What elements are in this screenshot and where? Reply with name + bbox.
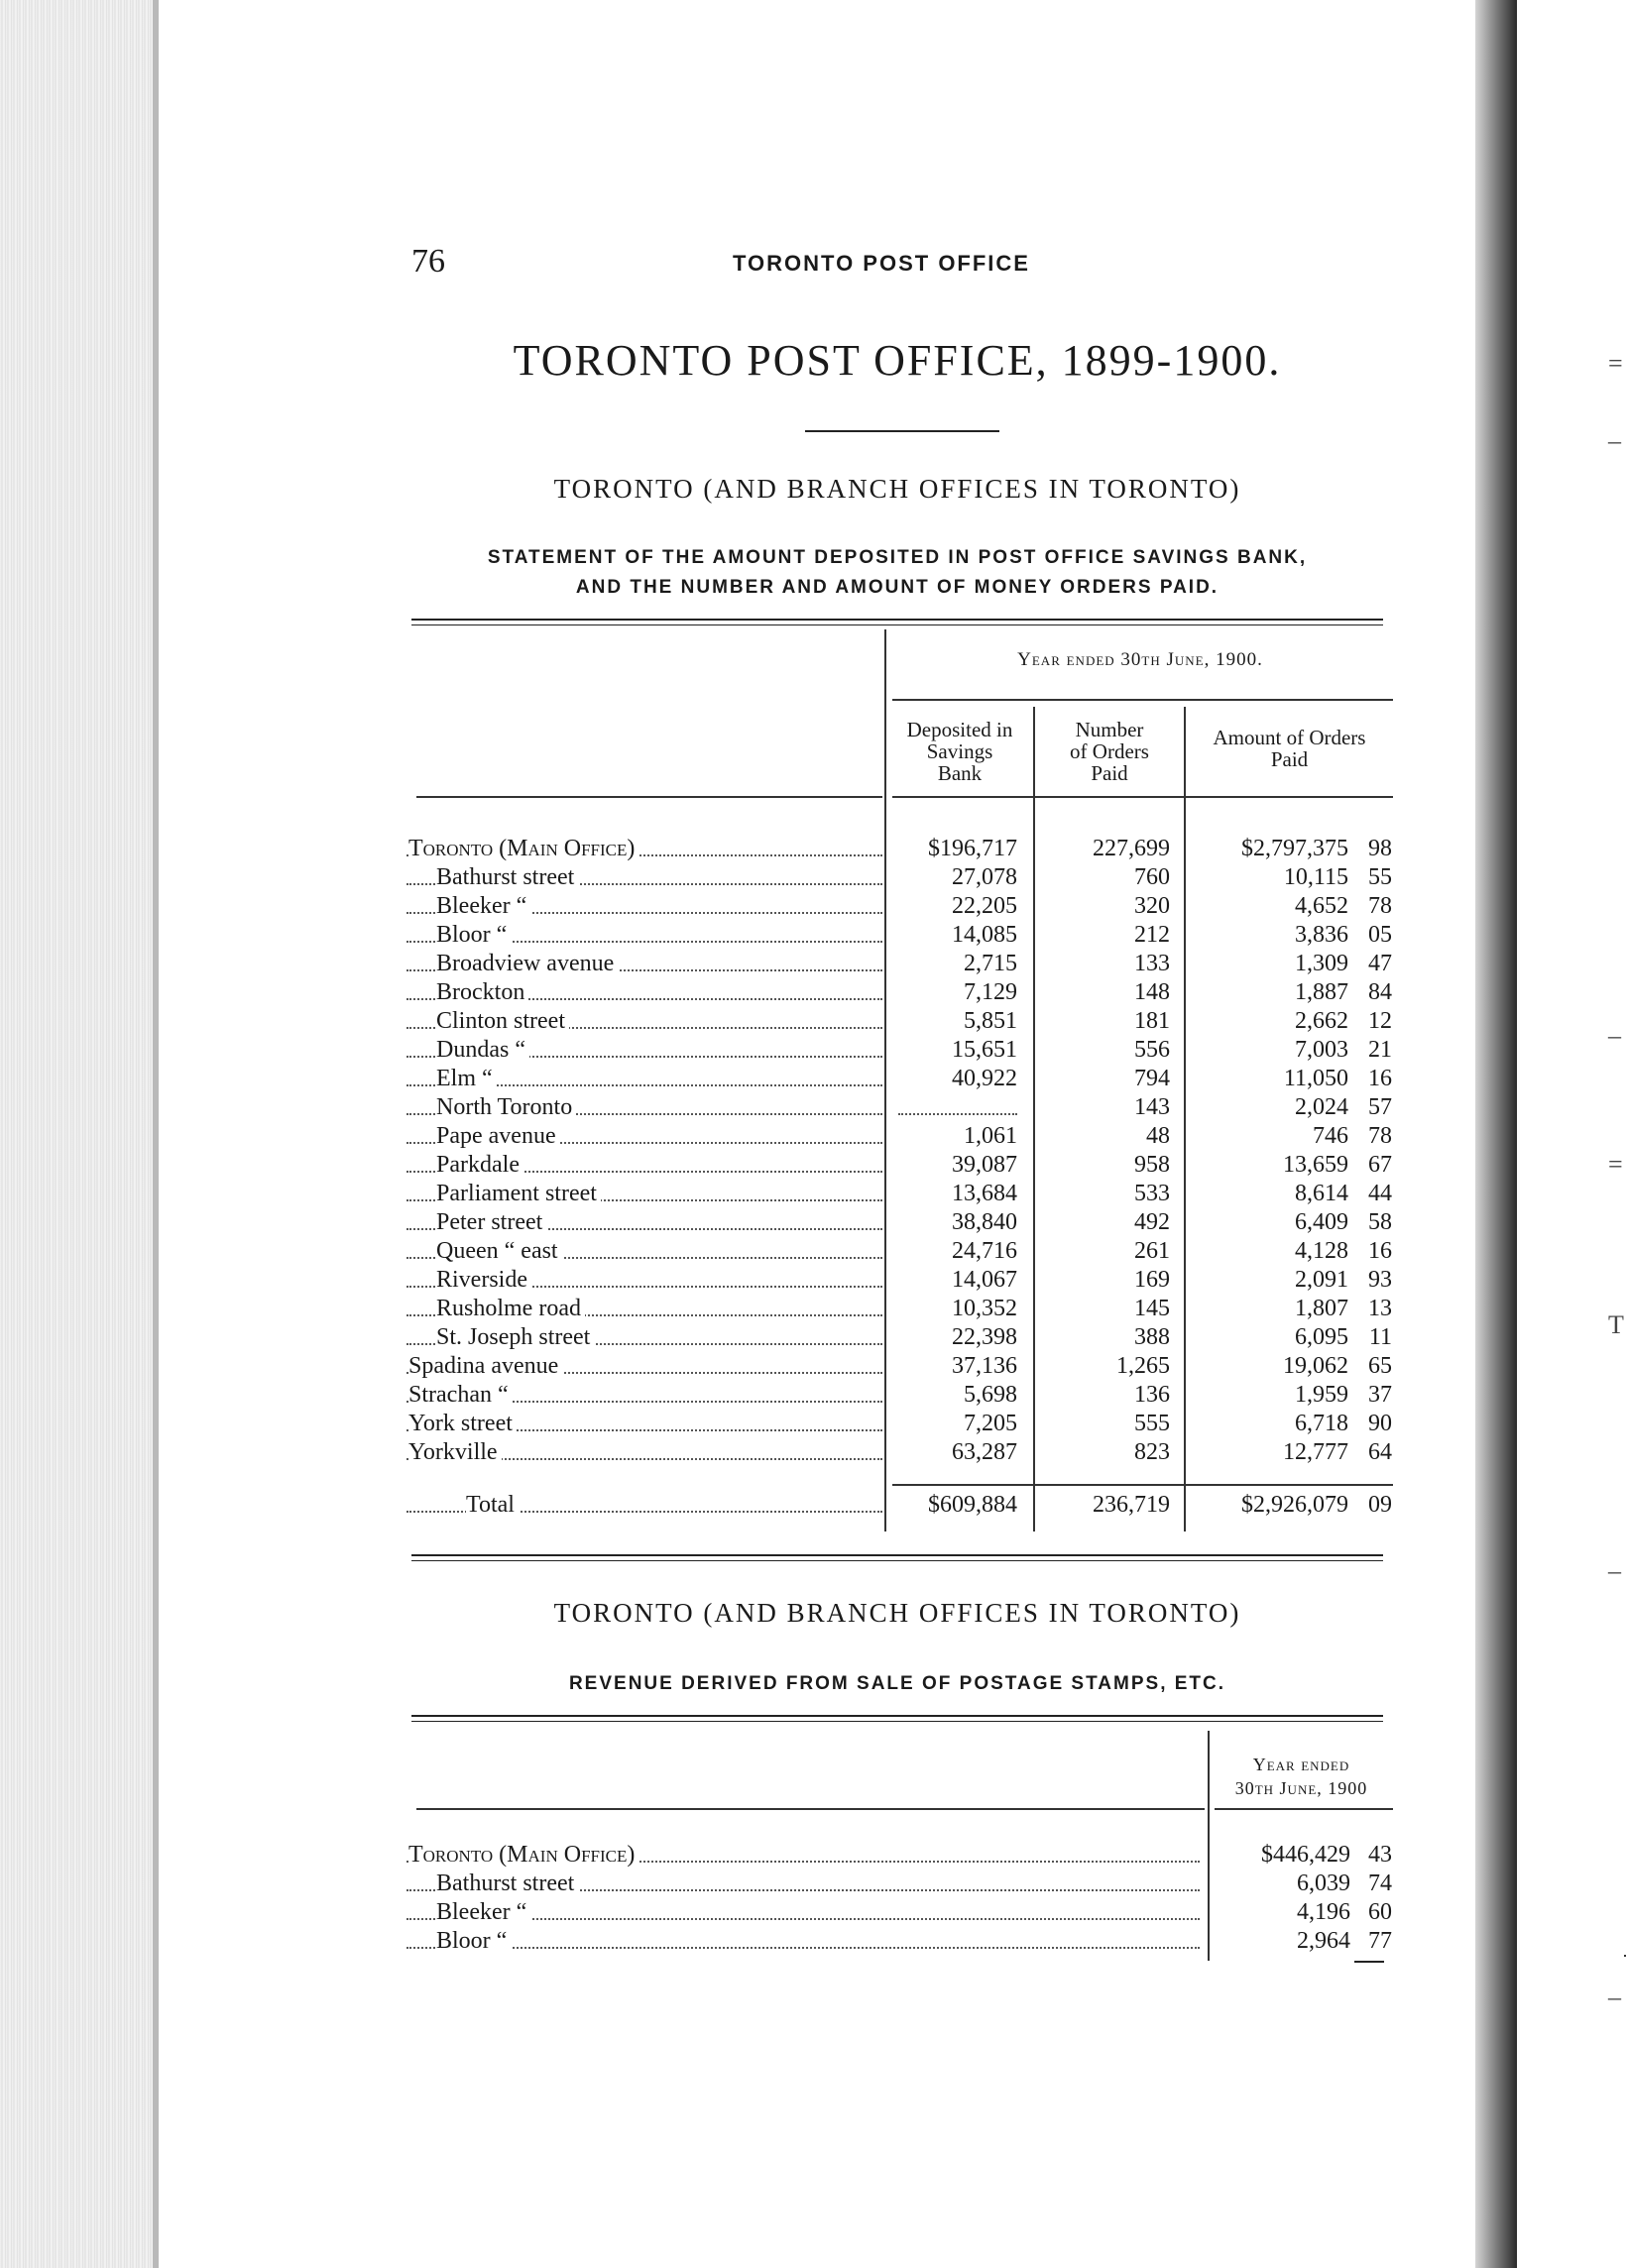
table-row <box>406 1094 1393 1123</box>
deposited-value: 15,651 <box>952 1037 1017 1063</box>
total-label-cell <box>406 1492 882 1519</box>
running-title: TORONTO POST OFFICE <box>733 251 1030 276</box>
office-name: Riverside <box>436 1267 531 1293</box>
orders-amount-value: 746 <box>1313 1123 1348 1149</box>
year-header: Year ended 30th June, 1900. <box>1017 649 1263 670</box>
orders-cents-value: 37 <box>1368 1382 1392 1408</box>
facing-mark: – <box>1608 426 1621 455</box>
orders-cents-value: 44 <box>1368 1181 1392 1206</box>
office-name-cell <box>406 1152 882 1179</box>
orders-number-value: 492 <box>1134 1209 1170 1235</box>
deposited-value: 5,851 <box>964 1008 1017 1034</box>
office-name: Dundas “ <box>436 1037 529 1063</box>
section1-subheading-line1: STATEMENT OF THE AMOUNT DEPOSITED IN POST OFFICE SAVINGS BANK, <box>487 547 1308 568</box>
table-row <box>406 1842 1393 1871</box>
office-name-cell <box>406 1439 882 1466</box>
orders-cents-value: 47 <box>1368 951 1392 976</box>
office-name: Yorkville <box>408 1439 502 1465</box>
facing-mark: = <box>1608 349 1623 378</box>
orders-number-value: 133 <box>1134 951 1170 976</box>
orders-number-value: 143 <box>1134 1094 1170 1120</box>
section2-heading: TORONTO (AND BRANCH OFFICES IN TORONTO) <box>553 1598 1241 1628</box>
deposited-value: 37,136 <box>952 1353 1017 1379</box>
office-name: Broadview avenue <box>436 951 618 976</box>
office-name-cell <box>406 1353 882 1380</box>
table-row <box>406 1123 1393 1152</box>
office-name: Bleeker “ <box>436 893 530 919</box>
total-cents: 09 <box>1368 1492 1392 1518</box>
header-line: Amount of Orders <box>1213 726 1366 749</box>
orders-number-value: 388 <box>1134 1324 1170 1350</box>
page-title: TORONTO POST OFFICE, 1899-1900. <box>513 336 1282 385</box>
table-row <box>406 836 1393 864</box>
postage-revenue-table <box>406 1725 1393 1963</box>
column-header-number <box>1037 719 1182 784</box>
deposited-value: 39,087 <box>952 1152 1017 1178</box>
revenue-cents-value: 77 <box>1368 1928 1392 1954</box>
office-name-cell <box>406 979 882 1006</box>
header-line: Bank <box>937 761 983 785</box>
office-name: Peter street <box>436 1209 546 1235</box>
orders-number-value: 533 <box>1134 1181 1170 1206</box>
orders-cents-value: 11 <box>1368 1324 1392 1350</box>
deposited-value: 10,352 <box>952 1296 1017 1321</box>
office-name: York street <box>408 1411 517 1436</box>
header-line: of Orders <box>1070 739 1149 763</box>
page-number: 76 <box>411 243 445 280</box>
office-name-cell <box>406 1181 882 1207</box>
orders-cents-value: 64 <box>1368 1439 1392 1465</box>
header-line: 30th June, 1900 <box>1234 1778 1368 1798</box>
orders-cents-value: 21 <box>1368 1037 1392 1063</box>
office-name-cell <box>406 864 882 891</box>
orders-cents-value: 93 <box>1368 1267 1392 1293</box>
total-row <box>406 1492 1393 1521</box>
orders-amount-value: 1,309 <box>1295 951 1348 976</box>
total-label: Total <box>466 1492 519 1518</box>
office-name-cell <box>406 1871 1200 1897</box>
office-name: Spadina avenue <box>408 1353 562 1379</box>
office-name-cell <box>406 922 882 949</box>
orders-cents-value: 65 <box>1368 1353 1392 1379</box>
orders-amount-value: 1,959 <box>1295 1382 1348 1408</box>
orders-number-value: 148 <box>1134 979 1170 1005</box>
office-name: Bloor “ <box>436 922 511 948</box>
deposited-value: 1,061 <box>964 1123 1017 1149</box>
office-name-cell <box>406 1842 1200 1869</box>
column-header-deposited <box>887 719 1032 784</box>
facing-mark: – <box>1608 1556 1621 1585</box>
orders-amount-value: 4,652 <box>1295 893 1348 919</box>
table-row <box>406 1382 1393 1411</box>
office-name: Queen “ east <box>436 1238 562 1264</box>
office-name-cell <box>406 1008 882 1035</box>
office-name-cell <box>406 1411 882 1437</box>
table2-top-rule <box>411 1715 1383 1722</box>
header-line: Savings <box>926 739 993 763</box>
revenue-amount-value: 2,964 <box>1297 1928 1350 1954</box>
header-rule <box>892 699 1393 701</box>
table-row <box>406 1411 1393 1439</box>
office-name-cell <box>406 951 882 977</box>
orders-amount-value: 2,662 <box>1295 1008 1348 1034</box>
office-name-cell <box>406 893 882 920</box>
office-name-cell <box>406 1899 1200 1926</box>
orders-number-value: 555 <box>1134 1411 1170 1436</box>
deposited-value: 14,067 <box>952 1267 1017 1293</box>
deposited-value: 22,398 <box>952 1324 1017 1350</box>
orders-cents-value: 16 <box>1368 1066 1392 1091</box>
orders-number-value: 556 <box>1134 1037 1170 1063</box>
deposited-value: 5,698 <box>964 1382 1017 1408</box>
office-name-cell <box>406 1238 882 1265</box>
section2-subheading: REVENUE DERIVED FROM SALE OF POSTAGE STAMPS, ETC. <box>568 1673 1226 1694</box>
deposited-value: 22,205 <box>952 893 1017 919</box>
revenue-amount-value: $446,429 <box>1261 1842 1350 1868</box>
office-name-cell <box>406 1209 882 1236</box>
leader-dots <box>406 1947 1200 1949</box>
deposited-value: 14,085 <box>952 922 1017 948</box>
table-row <box>406 1037 1393 1066</box>
office-name-cell <box>406 1928 1200 1955</box>
orders-number-value: 823 <box>1134 1439 1170 1465</box>
office-name: St. Joseph street <box>436 1324 594 1350</box>
orders-cents-value: 57 <box>1368 1094 1392 1120</box>
table-row <box>406 979 1393 1008</box>
total-amount: $2,926,079 <box>1241 1492 1348 1518</box>
office-name-cell <box>406 1094 882 1121</box>
office-name-cell <box>406 836 882 862</box>
office-name-cell <box>406 1382 882 1409</box>
orders-amount-value: 7,003 <box>1295 1037 1348 1063</box>
table-row <box>406 1181 1393 1209</box>
header-line: Paid <box>1091 761 1128 785</box>
orders-amount-value: 8,614 <box>1295 1181 1348 1206</box>
orders-amount-value: 6,718 <box>1295 1411 1348 1436</box>
facing-mark: T <box>1608 1310 1624 1339</box>
table-row <box>406 1296 1393 1324</box>
deposited-value: 7,129 <box>964 979 1017 1005</box>
orders-number-value: 261 <box>1134 1238 1170 1264</box>
office-name: Elm “ <box>436 1066 497 1091</box>
orders-amount-value: 13,659 <box>1283 1152 1348 1178</box>
office-name-cell <box>406 1296 882 1322</box>
office-name-cell <box>406 1066 882 1092</box>
orders-amount-value: 1,807 <box>1295 1296 1348 1321</box>
orders-amount-value: 12,777 <box>1283 1439 1348 1465</box>
office-name: Strachan “ <box>408 1382 513 1408</box>
office-name: Brockton <box>436 979 528 1005</box>
total-rule <box>892 1484 1393 1486</box>
orders-number-value: 136 <box>1134 1382 1170 1408</box>
orders-amount-value: 2,091 <box>1295 1267 1348 1293</box>
revenue-cents-value: 43 <box>1368 1842 1392 1868</box>
office-name: Bathurst street <box>436 1871 578 1896</box>
header-rule <box>1215 1808 1393 1810</box>
header-line: Deposited in <box>906 718 1013 741</box>
orders-cents-value: 55 <box>1368 864 1392 890</box>
orders-number-value: 212 <box>1134 922 1170 948</box>
header-line: Paid <box>1270 747 1309 771</box>
orders-number-value: 169 <box>1134 1267 1170 1293</box>
orders-cents-value: 98 <box>1368 836 1392 861</box>
orders-amount-value: 4,128 <box>1295 1238 1348 1264</box>
revenue-amount-value: 6,039 <box>1297 1871 1350 1896</box>
deposited-value: 63,287 <box>952 1439 1017 1465</box>
orders-number-value: 794 <box>1134 1066 1170 1091</box>
office-name: Toronto (Main Office) <box>408 1842 639 1868</box>
office-name: Rusholme road <box>436 1296 585 1321</box>
table-row <box>406 1008 1393 1037</box>
orders-cents-value: 90 <box>1368 1411 1392 1436</box>
orders-cents-value: 16 <box>1368 1238 1392 1264</box>
table-row <box>406 1238 1393 1267</box>
deposited-value: 13,684 <box>952 1181 1017 1206</box>
header-line: Number <box>1075 718 1144 741</box>
office-name: Bloor “ <box>436 1928 511 1954</box>
office-name-cell <box>406 1267 882 1294</box>
total-deposited: $609,884 <box>928 1492 1017 1518</box>
office-name: North Toronto <box>436 1094 576 1120</box>
deposited-value: 38,840 <box>952 1209 1017 1235</box>
office-name: Pape avenue <box>436 1123 560 1149</box>
office-name: Parkdale <box>436 1152 523 1178</box>
book-binding-shadow <box>1475 0 1517 2268</box>
header-rule <box>892 796 1393 798</box>
office-name: Bathurst street <box>436 864 578 890</box>
orders-number-value: 48 <box>1146 1123 1170 1149</box>
office-name: Toronto (Main Office) <box>408 836 639 861</box>
orders-number-value: 760 <box>1134 864 1170 890</box>
facing-page-strip <box>1517 0 1626 2268</box>
deposited-value: 24,716 <box>952 1238 1017 1264</box>
orders-cents-value: 67 <box>1368 1152 1392 1178</box>
orders-amount-value: 10,115 <box>1283 864 1348 890</box>
table-row <box>406 951 1393 979</box>
table-row <box>406 1871 1393 1899</box>
column-header-amount <box>1188 727 1391 770</box>
office-name: Bleeker “ <box>436 1899 530 1925</box>
orders-amount-value: 1,887 <box>1295 979 1348 1005</box>
office-name-cell <box>406 1037 882 1064</box>
orders-amount-value: 3,836 <box>1295 922 1348 948</box>
facing-mark: – <box>1608 1983 1621 2011</box>
title-rule <box>805 430 999 432</box>
section1-heading: TORONTO (AND BRANCH OFFICES IN TORONTO) <box>553 474 1241 504</box>
orders-number-value: 320 <box>1134 893 1170 919</box>
table1-bottom-rule <box>411 1554 1383 1561</box>
savings-money-orders-table <box>406 620 1393 1546</box>
orders-amount-value: 6,409 <box>1295 1209 1348 1235</box>
section1-subheading-line2: AND THE NUMBER AND AMOUNT OF MONEY ORDERS PAID. <box>575 577 1220 598</box>
table-row <box>406 1152 1393 1181</box>
orders-cents-value: 12 <box>1368 1008 1392 1034</box>
table-row <box>406 1209 1393 1238</box>
revenue-cents-value: 60 <box>1368 1899 1392 1925</box>
table-row <box>406 1928 1393 1957</box>
facing-mark: = <box>1608 1150 1623 1179</box>
table-row <box>406 1439 1393 1468</box>
deposited-value: 40,922 <box>952 1066 1017 1091</box>
office-name-cell <box>406 1324 882 1351</box>
table-row <box>406 864 1393 893</box>
orders-cents-value: 84 <box>1368 979 1392 1005</box>
table-row <box>406 1267 1393 1296</box>
total-number: 236,719 <box>1093 1492 1170 1518</box>
orders-number-value: 145 <box>1134 1296 1170 1321</box>
revenue-column-header <box>1210 1753 1393 1800</box>
orders-amount-value: 2,024 <box>1295 1094 1348 1120</box>
orders-amount-value: $2,797,375 <box>1241 836 1348 861</box>
orders-amount-value: 19,062 <box>1283 1353 1348 1379</box>
orders-number-value: 181 <box>1134 1008 1170 1034</box>
deposited-value: 27,078 <box>952 864 1017 890</box>
header-rule <box>416 1808 1205 1810</box>
orders-cents-value: 78 <box>1368 1123 1392 1149</box>
table-row <box>406 1324 1393 1353</box>
header-rule <box>416 796 882 798</box>
amount-underline <box>1354 1961 1384 1963</box>
header-line: Year ended <box>1252 1755 1350 1774</box>
orders-number-value: 1,265 <box>1116 1353 1170 1379</box>
office-name: Parliament street <box>436 1181 601 1206</box>
orders-cents-value: 58 <box>1368 1209 1392 1235</box>
revenue-cents-value: 74 <box>1368 1871 1392 1896</box>
table-row <box>406 1066 1393 1094</box>
office-name-cell <box>406 1123 882 1150</box>
table-row <box>406 893 1393 922</box>
deposited-value: $196,717 <box>928 836 1017 861</box>
orders-cents-value: 78 <box>1368 893 1392 919</box>
orders-amount-value: 6,095 <box>1295 1324 1348 1350</box>
orders-number-value: 958 <box>1134 1152 1170 1178</box>
book-page-edge <box>0 0 159 2268</box>
orders-amount-value: 11,050 <box>1283 1066 1348 1091</box>
table-row <box>406 1353 1393 1382</box>
deposited-value: 2,715 <box>964 951 1017 976</box>
facing-mark: – <box>1608 1021 1621 1050</box>
orders-cents-value: 05 <box>1368 922 1392 948</box>
leader-dots <box>898 1113 1017 1115</box>
deposited-value: 7,205 <box>964 1411 1017 1436</box>
running-head <box>411 243 1403 283</box>
orders-cents-value: 13 <box>1368 1296 1392 1321</box>
orders-number-value: 227,699 <box>1093 836 1170 861</box>
table-row <box>406 922 1393 951</box>
table-row <box>406 1899 1393 1928</box>
office-name: Clinton street <box>436 1008 569 1034</box>
revenue-amount-value: 4,196 <box>1297 1899 1350 1925</box>
